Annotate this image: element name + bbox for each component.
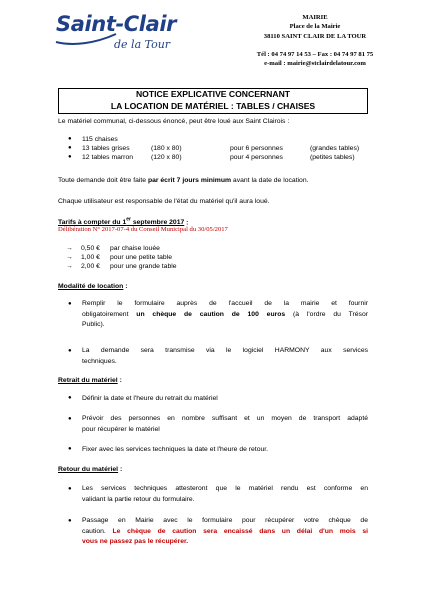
title-line-2: LA LOCATION DE MATÉRIEL : TABLES / CHAISES <box>110 100 316 111</box>
retour-bullet-1: Les services techniques attesteront que le matériel rendu est conforme en validant la partie retour du formulaire. <box>82 485 368 503</box>
tariff-label: pour une grande table <box>110 263 177 270</box>
address-line-2: 38110 SAINT CLAIR DE LA TOUR <box>263 32 367 40</box>
retrait-heading: Retrait du matériel : <box>58 377 122 384</box>
bullet-dot-icon: ● <box>68 486 72 492</box>
item-name: 12 tables marron <box>82 154 134 161</box>
deliberation-reference: Délibération N° 2017-07-4 du Conseil Municipal du 30/05/2017 <box>58 226 228 233</box>
title-line-1: NOTICE EXPLICATIVE CONCERNANT <box>135 89 291 99</box>
modalite-bullet-2: La demande sera transmise via le logiciel HARMONY aux services techniques. <box>82 347 368 365</box>
arrow-right-icon: → <box>66 263 73 270</box>
retrait-bullet-3: Fixer avec les services techniques la date et l'heure de retour. <box>82 446 269 453</box>
tariffs-heading: Tarifs à compter du 1er septembre 2017 : <box>58 217 189 227</box>
intro-text: Le matériel communal, ci-dessous énoncé, peut être loué aux Saint Clairois : <box>58 118 290 125</box>
bullet-dot-icon: ● <box>68 446 72 452</box>
mairie-address-block <box>230 13 400 41</box>
document-title <box>58 88 368 114</box>
mairie-name: MAIRIE <box>302 14 328 21</box>
logo-sub-text: de la Tour <box>114 38 171 51</box>
tariff-label: pour une petite table <box>110 254 172 261</box>
item-size: (180 x 80) <box>151 145 182 152</box>
logo-main-text: Saint-Clair <box>56 12 177 36</box>
arrow-right-icon: → <box>66 254 73 261</box>
arrow-right-icon: → <box>66 245 73 252</box>
modalite-heading: Modalité de location : <box>58 283 128 290</box>
responsibility-text: Chaque utilisateur est responsable de l'état du matériel qu'il aura loué. <box>58 198 270 205</box>
item-capacity: pour 4 personnes <box>230 154 283 161</box>
demand-deadline: par écrit 7 jours minimum <box>147 177 232 184</box>
demand-text: Toute demande doit être faite par écrit 7 jours minimum avant la date de location. <box>58 177 309 184</box>
item-size: (120 x 80) <box>151 154 182 161</box>
item-name: 115 chaises <box>82 136 118 143</box>
caution-warning-end: vous ne passez pas le récupérer. <box>82 538 189 545</box>
municipality-logo <box>54 12 177 58</box>
phone-fax: Tél : 04 74 97 14 53 – Fax : 04 74 97 81 75 <box>256 51 374 58</box>
tariff-price: 1,00 € <box>81 254 100 261</box>
bullet-dot-icon: ● <box>68 154 72 160</box>
tariff-price: 2,00 € <box>81 263 100 270</box>
retour-bullet-2: Passage en Mairie avec le formulaire pour récupérer votre chèque de caution. Le chèque de caution sera encaissé dans un délai d'un mois si vous ne passez pas le récupérer. <box>82 517 368 545</box>
retrait-bullet-1: Définir la date et l'heure du retrait du matériel <box>82 395 218 402</box>
contact-block <box>230 50 400 69</box>
logo-swoosh-icon <box>54 32 118 46</box>
bullet-dot-icon: ● <box>68 136 72 142</box>
retour-heading: Retour du matériel : <box>58 466 123 473</box>
caution-warning: Le chèque de caution sera encaissé dans un délai d'un mois si <box>112 527 368 535</box>
bullet-dot-icon: ● <box>68 301 72 307</box>
bullet-dot-icon: ● <box>68 145 72 151</box>
item-capacity: pour 6 personnes <box>230 145 283 152</box>
bullet-dot-icon: ● <box>68 518 72 524</box>
tariff-label: par chaise louée <box>110 245 160 252</box>
bullet-dot-icon: ● <box>68 416 72 422</box>
tariff-price: 0,50 € <box>81 245 100 252</box>
email: e-mail : mairie@stclairdelatour.com <box>264 60 366 68</box>
item-note: (petites tables) <box>310 154 355 161</box>
modalite-bullet-1: Remplir le formulaire auprès de l'accueil de la mairie et fournir obligatoirement un chèque de caution de 100 euros (à l'ordre du Trésor Public). <box>82 300 368 328</box>
address-line-1: Place de la Mairie <box>289 23 341 31</box>
item-note: (grandes tables) <box>310 145 360 152</box>
item-name: 13 tables grises <box>82 145 130 152</box>
retrait-bullet-2: Prévoir des personnes en nombre suffisant et un moyen de transport adapté pour récupérer le matériel <box>82 415 368 433</box>
bullet-dot-icon: ● <box>68 348 72 354</box>
bullet-dot-icon: ● <box>68 395 72 401</box>
